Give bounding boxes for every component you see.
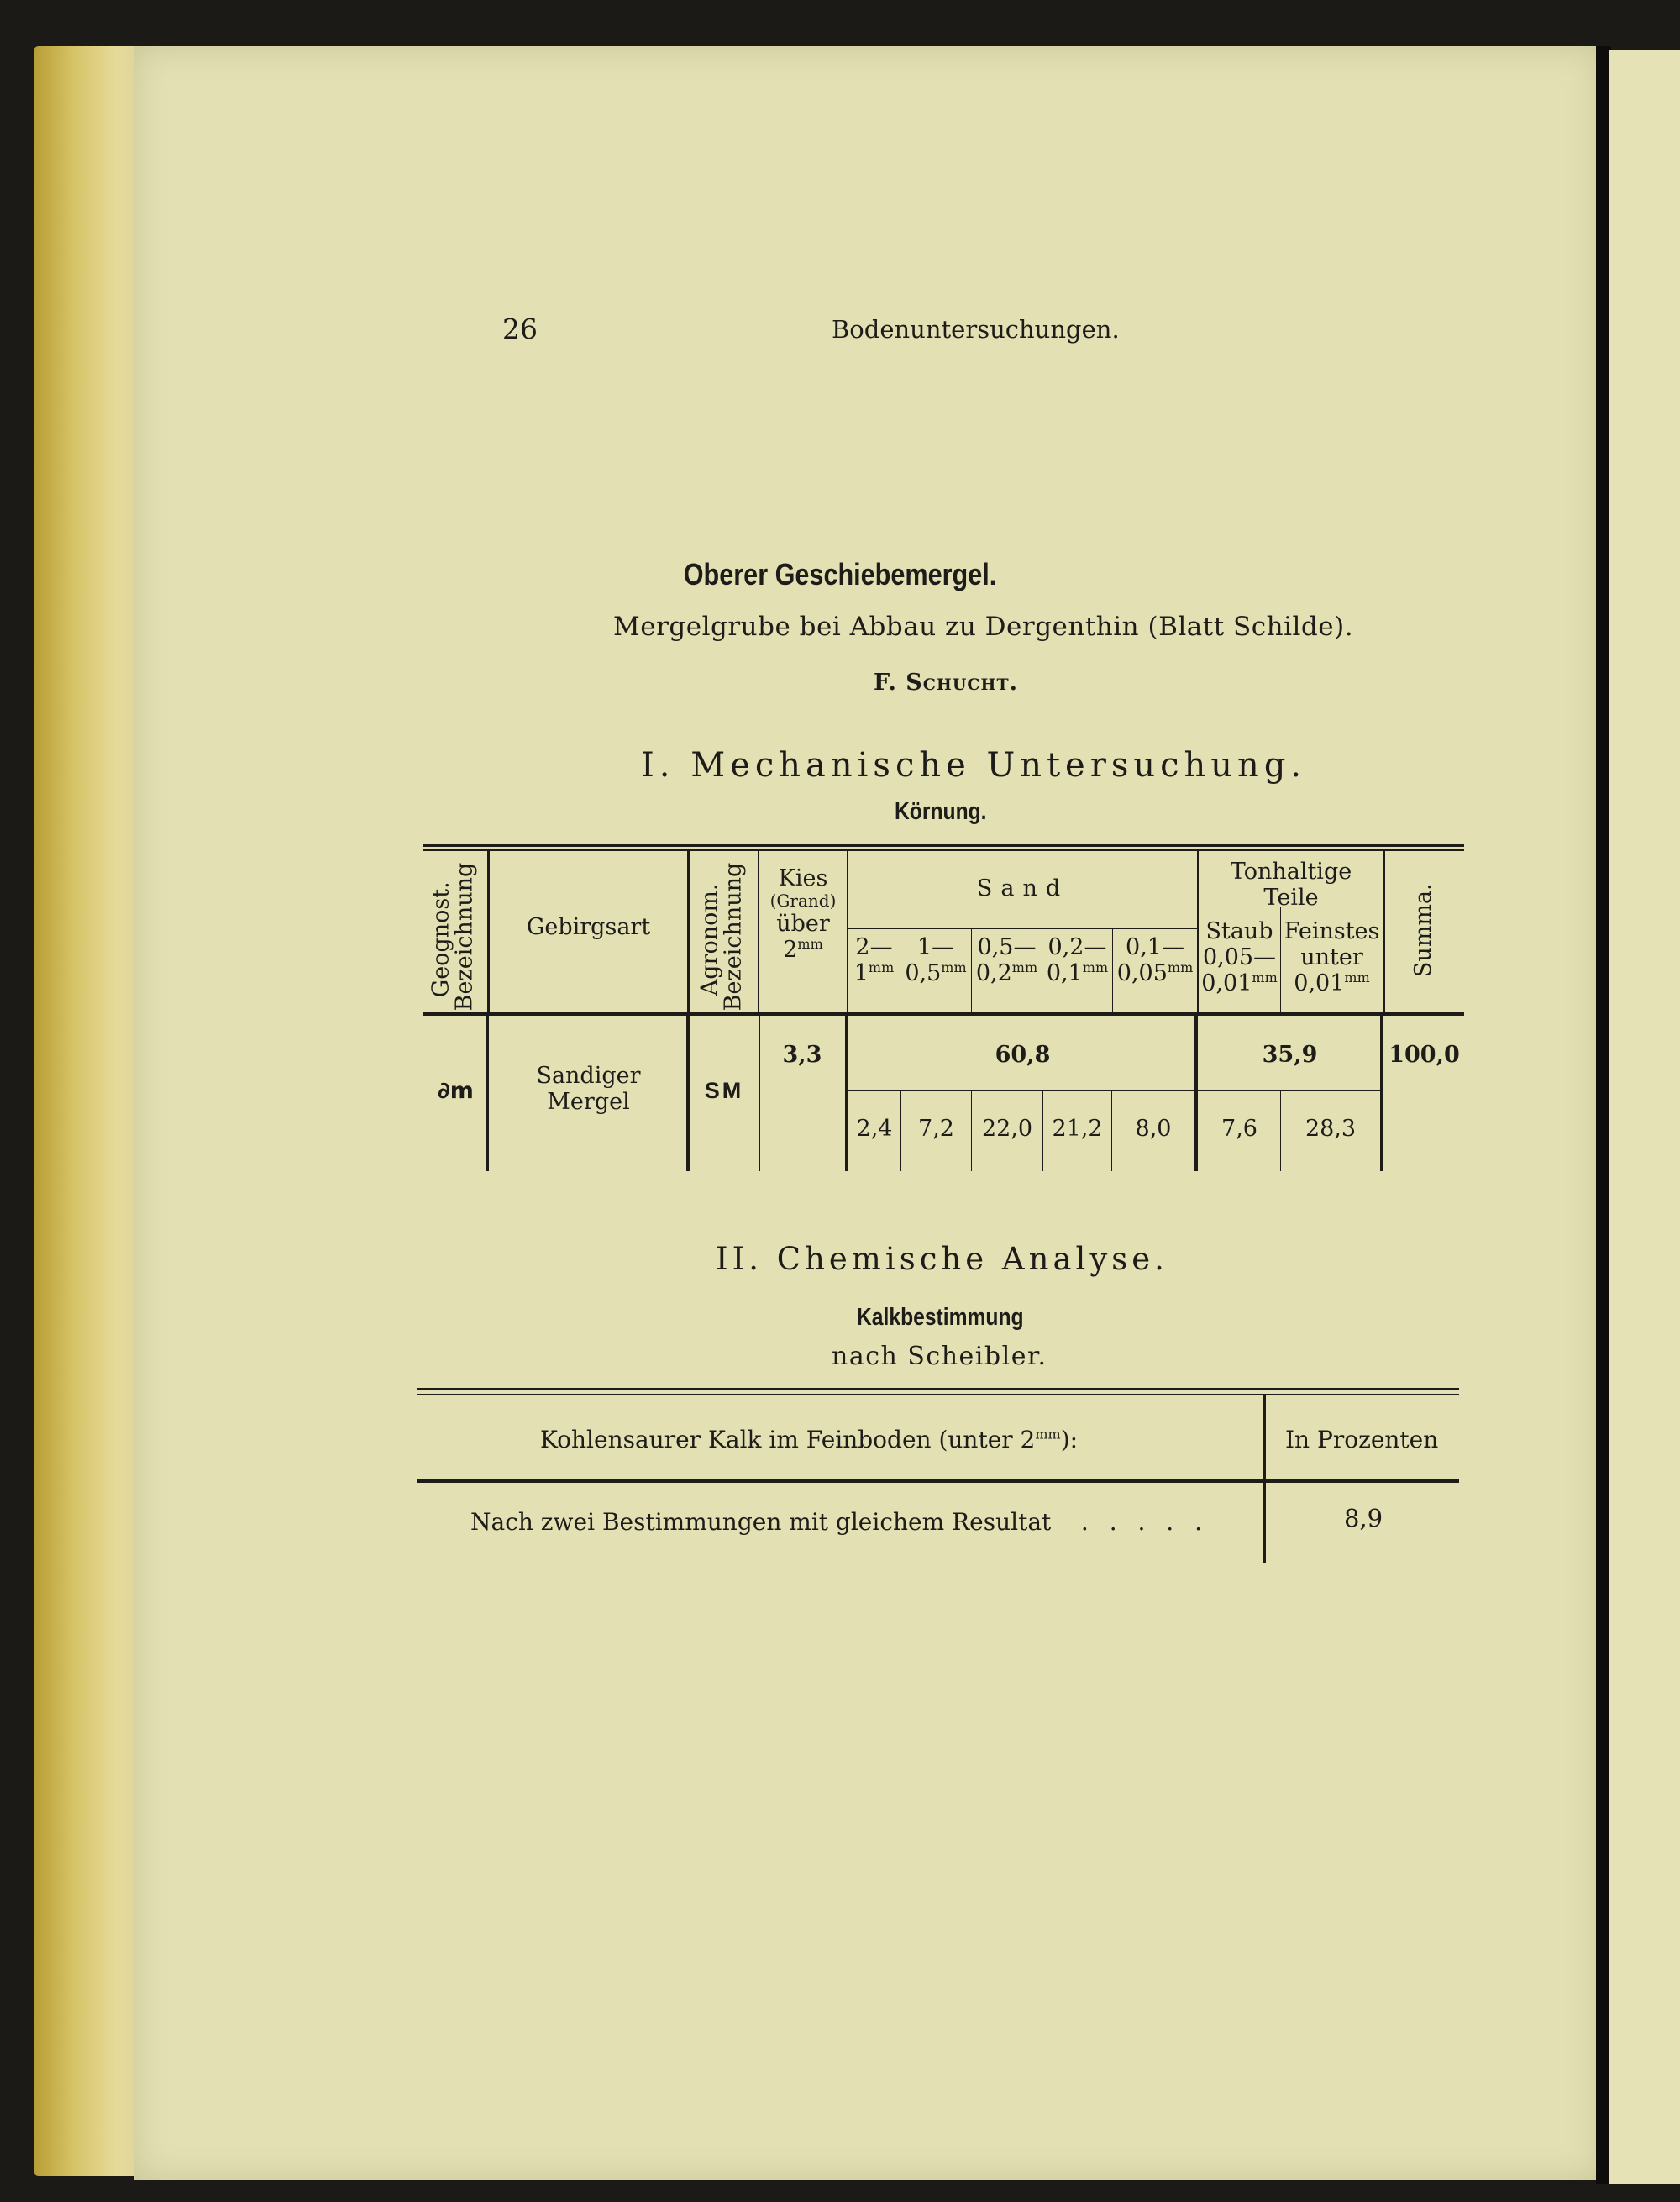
section2-method: nach Scheibler. bbox=[832, 1342, 1047, 1371]
table2-row-value: 8,9 bbox=[1344, 1504, 1383, 1532]
row-geognost: ∂m bbox=[438, 1078, 474, 1104]
page-title: Oberer Geschiebemergel. bbox=[683, 557, 997, 591]
header-sand-col-4: 0,2— $0,1^{mm}$ bbox=[1046, 934, 1109, 987]
section2-subheading: Kalkbestimmung bbox=[857, 1304, 1024, 1331]
book-page-edges bbox=[34, 46, 151, 2176]
table2-row-label: Nach zwei Bestimmungen mit gleichem Resultat . . . . . bbox=[470, 1508, 1209, 1536]
table2-header-right: In Prozenten bbox=[1285, 1426, 1439, 1453]
section2-heading: II. Chemische Analyse. bbox=[716, 1241, 1168, 1277]
header-sand: Sand bbox=[976, 875, 1069, 901]
header-kies: Kies (Grand) über $2^{mm}$ bbox=[769, 865, 837, 964]
header-tonhaltige: Tonhaltige Teile bbox=[1230, 859, 1352, 912]
row-ton-value-2: 28,3 bbox=[1305, 1116, 1357, 1142]
row-ton-value-1: 7,6 bbox=[1221, 1116, 1257, 1142]
row-ton-total: 35,9 bbox=[1262, 1042, 1318, 1068]
header-summa: Summa. bbox=[1410, 883, 1436, 978]
row-gebirgsart: Sandiger Mergel bbox=[536, 1063, 641, 1116]
row-kies: 3,3 bbox=[782, 1042, 822, 1068]
table2-header-label: Kohlensaurer Kalk im Feinboden (unter $2^{mm}$): bbox=[540, 1426, 1079, 1453]
row-sand-value-1: 2,4 bbox=[856, 1116, 893, 1142]
header-sand-col-2: 1— $0,5^{mm}$ bbox=[905, 934, 967, 987]
row-summa: 100,0 bbox=[1389, 1042, 1460, 1068]
page-number: 26 bbox=[502, 313, 538, 345]
header-sand-col-5: 0,1— $0,05^{mm}$ bbox=[1116, 934, 1194, 987]
running-head: Bodenuntersuchungen. bbox=[832, 315, 1120, 344]
row-sand-value-3: 22,0 bbox=[981, 1116, 1033, 1142]
header-geognost: Geognost. Bezeichnung bbox=[428, 862, 478, 1012]
header-feinstes: Feinstes unter $0,01^{mm}$ bbox=[1284, 918, 1380, 997]
next-page-edge bbox=[1609, 50, 1680, 2184]
row-sand-total: 60,8 bbox=[995, 1042, 1051, 1068]
row-agronom: SM bbox=[704, 1078, 744, 1103]
header-staub: Staub 0,05— $0,01^{mm}$ bbox=[1201, 918, 1278, 997]
author: F. Schucht. bbox=[874, 670, 1019, 696]
header-agronom: Agronom. Bezeichnung bbox=[696, 862, 747, 1012]
row-sand-value-4: 21,2 bbox=[1052, 1116, 1103, 1142]
header-gebirgsart: Gebirgsart bbox=[526, 914, 651, 940]
row-sand-value-2: 7,2 bbox=[918, 1116, 954, 1142]
section1-heading: I. Mechanische Untersuchung. bbox=[641, 746, 1307, 785]
row-sand-value-5: 8,0 bbox=[1135, 1116, 1172, 1142]
section1-subheading: Körnung. bbox=[895, 798, 987, 825]
subtitle: Mergelgrube bei Abbau zu Dergenthin (Blatt Schilde). bbox=[613, 612, 1354, 642]
header-sand-col-1: 2— $1^{mm}$ bbox=[853, 934, 895, 987]
header-sand-col-3: 0,5— $0,2^{mm}$ bbox=[975, 934, 1038, 987]
